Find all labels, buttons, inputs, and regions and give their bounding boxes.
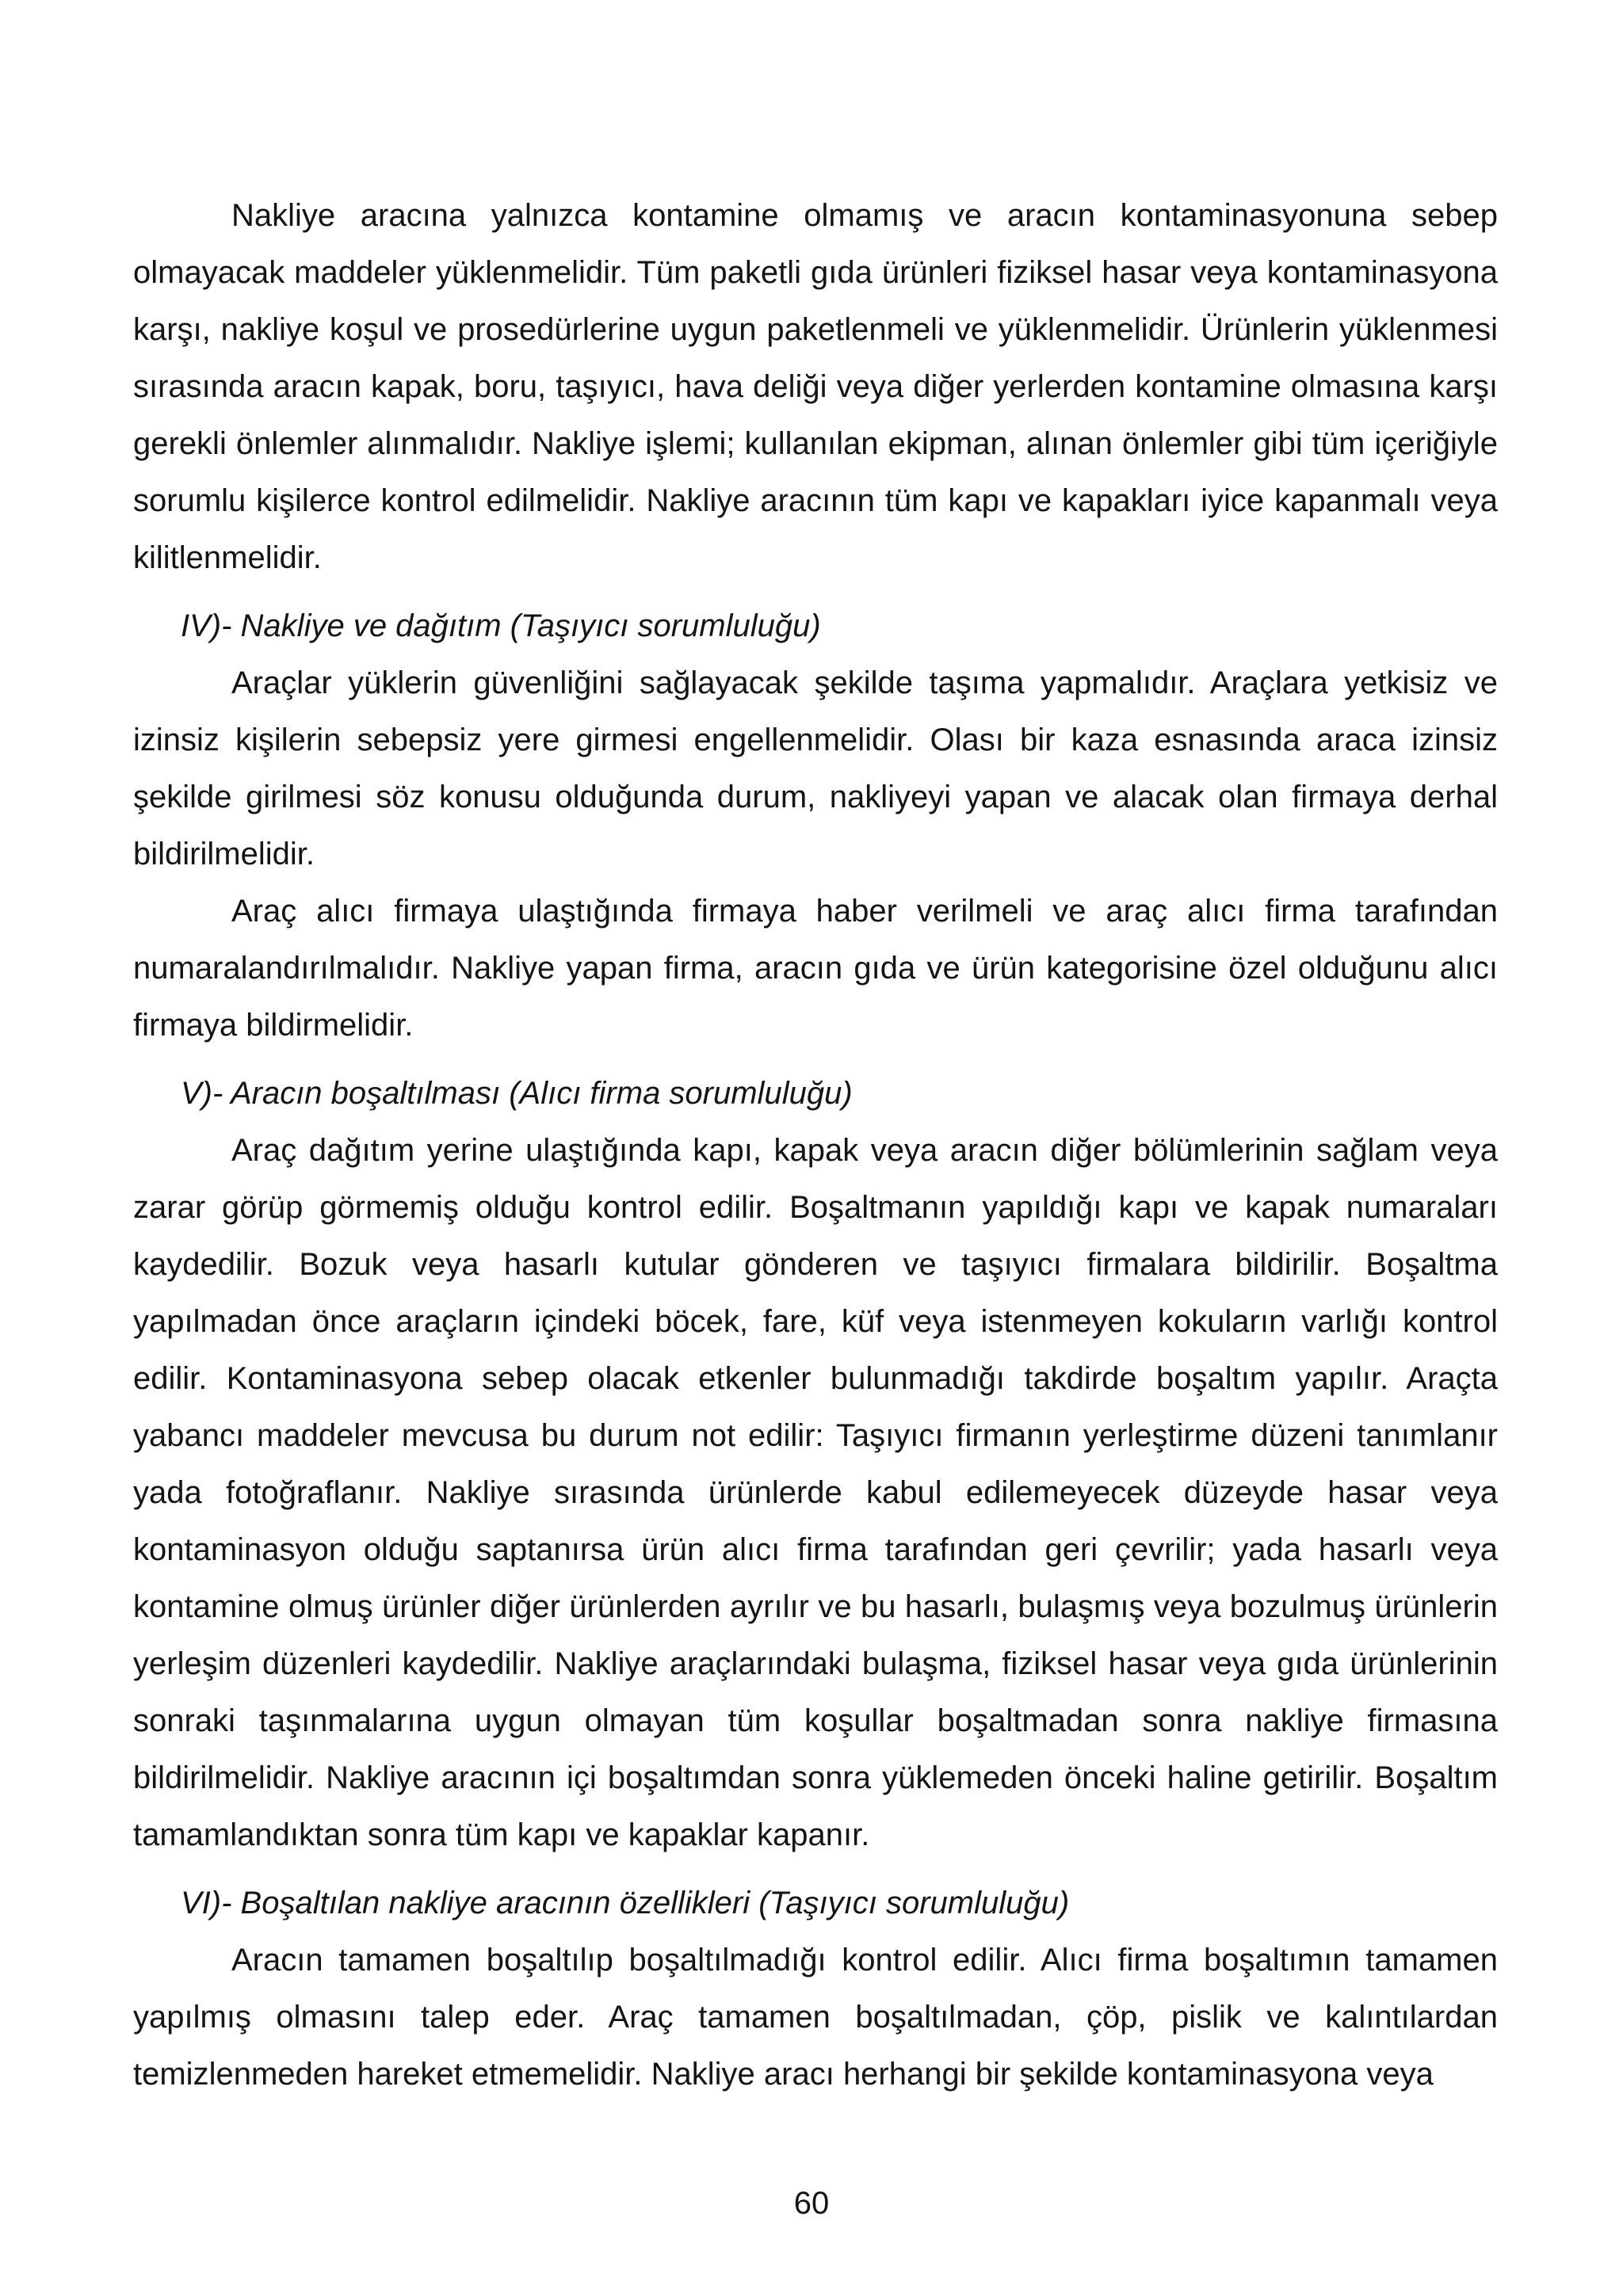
- paragraph-unloading-inspection: Araç dağıtım yerine ulaştığında kapı, kapak veya aracın diğer bölümlerinin sağlam veya zarar görüp görmemiş olduğu kontrol edilir. Boşaltmanın yapıldığı kapı ve kapak numaraları kaydedilir. Bozuk veya hasarlı kutular gönderen ve taşıyıcı firmalara bildirilir. Boşaltma yapılmadan önce araçların içindeki böcek, fare, küf veya istenmeyen kokuların varlığı kontrol edilir. Kontaminasyona sebep olacak etkenler bulunmadığı takdirde boşaltım yapılır. Araçta yabancı maddeler mevcusa bu durum not edilir: Taşıyıcı firmanın yerleştirme düzeni tanımlanır yada fotoğraflanır. Nakliye sırasında ürünlerde kabul edilemeyecek düzeyde hasar veya kontaminasyon olduğu saptanırsa ürün alıcı firma tarafından geri çevrilir; yada hasarlı veya kontamine olmuş ürünler diğer ürünlerden ayrılır ve bu hasarlı, bulaşmış veya bozulmuş ürünlerin yerleşim düzenleri kaydedilir. Nakliye araçlarındaki bulaşma, fiziksel hasar veya gıda ürünlerinin sonraki taşınmalarına uygun olmayan tüm koşullar boşaltmadan sonra nakliye firmasına bildirilmelidir. Nakliye aracının içi boşaltımdan sonra yüklemeden önceki haline getirilir. Boşaltım tamamlandıktan sonra tüm kapı ve kapaklar kapanır.: [133, 1133, 1498, 1852]
- heading-transport-distribution: IV)- Nakliye ve dağıtım (Taşıyıcı sorumluluğu): [181, 608, 821, 643]
- heading-unloaded-vehicle: VI)- Boşaltılan nakliye aracının özellikleri (Taşıyıcı sorumluluğu): [181, 1886, 1070, 1920]
- heading-unloading: V)- Aracın boşaltılması (Alıcı firma sorumluluğu): [181, 1076, 853, 1111]
- paragraph-empty-vehicle: Aracın tamamen boşaltılıp boşaltılmadığı kontrol edilir. Alıcı firma boşaltımın tamamen yapılmış olmasını talep eder. Araç tamamen boşaltılmadan, çöp, pislik ve kalıntılardan temizlenmeden hareket etmemelidir. Nakliye aracı herhangi bir şekilde kontaminasyona veya: [133, 1943, 1498, 2092]
- paragraph-vehicle-security: Araçlar yüklerin güvenliğini sağlayacak şekilde taşıma yapmalıdır. Araçlara yetkisiz ve izinsiz kişilerin sebepsiz yere girmesi engellenmelidir. Olası bir kaza esnasında araca izinsiz şekilde girilmesi söz konusu olduğunda durum, nakliyeyi yapan ve alacak olan firmaya derhal bildirilmelidir.: [133, 666, 1498, 871]
- document-body: [133, 187, 1498, 2103]
- paragraph-vehicle-arrival: Araç alıcı firmaya ulaştığında firmaya haber verilmeli ve araç alıcı firma tarafından numaralandırılmalıdır. Nakliye yapan firma, aracın gıda ve ürün kategorisine özel olduğunu alıcı firmaya bildirmelidir.: [133, 894, 1498, 1043]
- page-number: 60: [793, 2186, 830, 2221]
- paragraph-loading: Nakliye aracına yalnızca kontamine olmamış ve aracın kontaminasyonuna sebep olmayacak maddeler yüklenmelidir. Tüm paketli gıda ürünleri fiziksel hasar veya kontaminasyona karşı, nakliye koşul ve prosedürlerine uygun paketlenmeli ve yüklenmelidir. Ürünlerin yüklenmesi sırasında aracın kapak, boru, taşıyıcı, hava deliği veya diğer yerlerden kontamine olmasına karşı gerekli önlemler alınmalıdır. Nakliye işlemi; kullanılan ekipman, alınan önlemler gibi tüm içeriğiyle sorumlu kişilerce kontrol edilmelidir. Nakliye aracının tüm kapı ve kapakları iyice kapanmalı veya kilitlenmelidir.: [133, 198, 1498, 575]
